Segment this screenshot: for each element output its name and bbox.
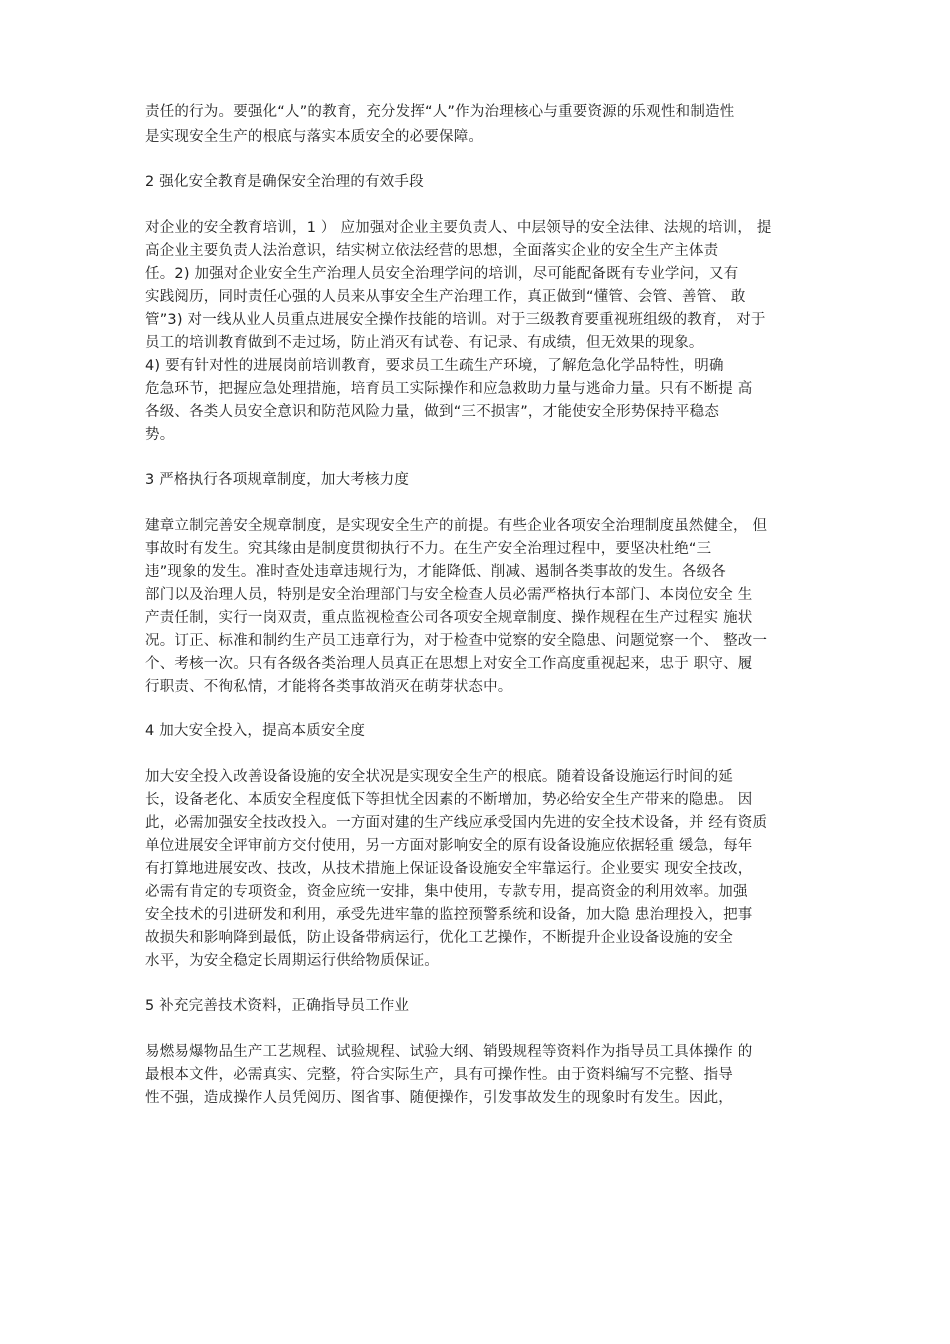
paragraph-line: 性不强，造成操作人员凭阅历、图省事、随便操作，引发事故发生的现象时有发生。因此， (145, 1090, 733, 1106)
paragraph-line: 故损失和影响降到最低，防止设备带病运行，优化工艺操作，不断提升企业设备设施的安全 (145, 930, 733, 946)
intro-line: 是实现安全生产的根底与落实本质安全的必要保障。 (145, 129, 484, 145)
section-heading: 5 补充完善技术资料，正确指导员工作业 (145, 998, 410, 1014)
paragraph-line: 事故时有发生。究其缘由是制度贯彻执行不力。在生产安全治理过程中，要坚决杜绝“三 (145, 541, 712, 557)
paragraph-line: 产责任制，实行一岗双责，重点监视检查公司各项安全规章制度、操作规程在生产过程实 施状 (145, 610, 753, 626)
section-heading: 2 强化安全教育是确保安全治理的有效手段 (145, 174, 424, 190)
section-heading: 4 加大安全投入，提高本质安全度 (145, 723, 366, 739)
paragraph-line: 势。 (145, 427, 175, 443)
paragraph-line: 部门以及治理人员，特别是安全治理部门与安全检查人员必需严格执行本部门、本岗位安全 生 (145, 587, 753, 603)
paragraph-line: 员工的培训教育做到不走过场，防止消灭有试卷、有记录、有成绩，但无效果的现象。 (145, 335, 704, 351)
intro-line: 责任的行为。要强化“人”的教育，充分发挥“人”作为治理核心与重要资源的乐观性和制造性 (145, 104, 735, 120)
paragraph-line: 水平，为安全稳定长周期运行供给物质保证。 (145, 953, 439, 969)
paragraph-line: 此，必需加强安全技改投入。一方面对建的生产线应承受国内先进的安全技术设备，并 经有资质 (145, 815, 768, 831)
paragraph-line: 安全技术的引进研发和利用，承受先进牢靠的监控预警系统和设备，加大隐 患治理投入，把事 (145, 907, 753, 923)
paragraph-line: 单位进展安全评审前方交付使用，另一方面对影响安全的原有设备设施应依据轻重 缓急，每年 (145, 838, 753, 854)
paragraph-line: 个、考核一次。只有各级各类治理人员真正在思想上对安全工作高度重视起来，忠于 职守、履 (145, 656, 753, 672)
paragraph-line: 对企业的安全教育培训，1 ） 应加强对企业主要负责人、中层领导的安全法律、法规的培训， 提 (145, 220, 772, 236)
paragraph-line: 长，设备老化、本质安全程度低下等担忧全因素的不断增加，势必给安全生产带来的隐患。 因 (145, 792, 753, 808)
section-heading: 3 严格执行各项规章制度，加大考核力度 (145, 472, 410, 488)
paragraph-line: 任。2) 加强对企业安全生产治理人员安全治理学问的培训，尽可能配备既有专业学问，又有 (145, 266, 739, 282)
paragraph-line: 各级、各类人员安全意识和防范风险力量，做到“三不损害”，才能使安全形势保持平稳态 (145, 404, 720, 420)
paragraph-line: 建章立制完善安全规章制度，是实现安全生产的前提。有些企业各项安全治理制度虽然健全， 但 (145, 518, 768, 534)
paragraph-line: 行职责、不徇私情，才能将各类事故消灭在萌芽状态中。 (145, 679, 513, 695)
paragraph-line: 有打算地进展安改、技改，从技术措施上保证设备设施安全牢靠运行。企业要实 现安全技改， (145, 861, 753, 877)
paragraph-line: 危急环节，把握应急处理措施，培育员工实际操作和应急救助力量与逃命力量。只有不断提 高 (145, 381, 753, 397)
paragraph-line: 易燃易爆物品生产工艺规程、试验规程、试验大纲、销毁规程等资料作为指导员工具体操作 的 (145, 1044, 753, 1060)
paragraph-line: 违”现象的发生。准时查处违章违规行为，才能降低、削减、遏制各类事故的发生。各级各 (145, 564, 727, 580)
paragraph-line: 况。订正、标准和制约生产员工违章行为，对于检查中觉察的安全隐患、问题觉察一个、 整改一 (145, 633, 768, 649)
paragraph-line: 高企业主要负责人法治意识，结实树立依法经营的思想，全面落实企业的安全生产主体责 (145, 243, 719, 259)
paragraph-line: 管”3) 对一线从业人员重点进展安全操作技能的培训。对于三级教育要重视班组级的教育， 对于 (145, 312, 766, 328)
paragraph-line: 必需有肯定的专项资金，资金应统一安排，集中使用，专款专用，提高资金的利用效率。加强 (145, 884, 748, 900)
paragraph-line: 实践阅历，同时责任心强的人员来从事安全生产治理工作，真正做到“懂管、会管、善管、 敢 (145, 289, 746, 305)
paragraph-line: 加大安全投入改善设备设施的安全状况是实现安全生产的根底。随着设备设施运行时间的延 (145, 769, 733, 785)
paragraph-line: 4) 要有针对性的进展岗前培训教育，要求员工生疏生产环境，了解危急化学品特性，明确 (145, 358, 724, 374)
paragraph-line: 最根本文件，必需真实、完整，符合实际生产，具有可操作性。由于资料编写不完整、指导 (145, 1067, 733, 1083)
